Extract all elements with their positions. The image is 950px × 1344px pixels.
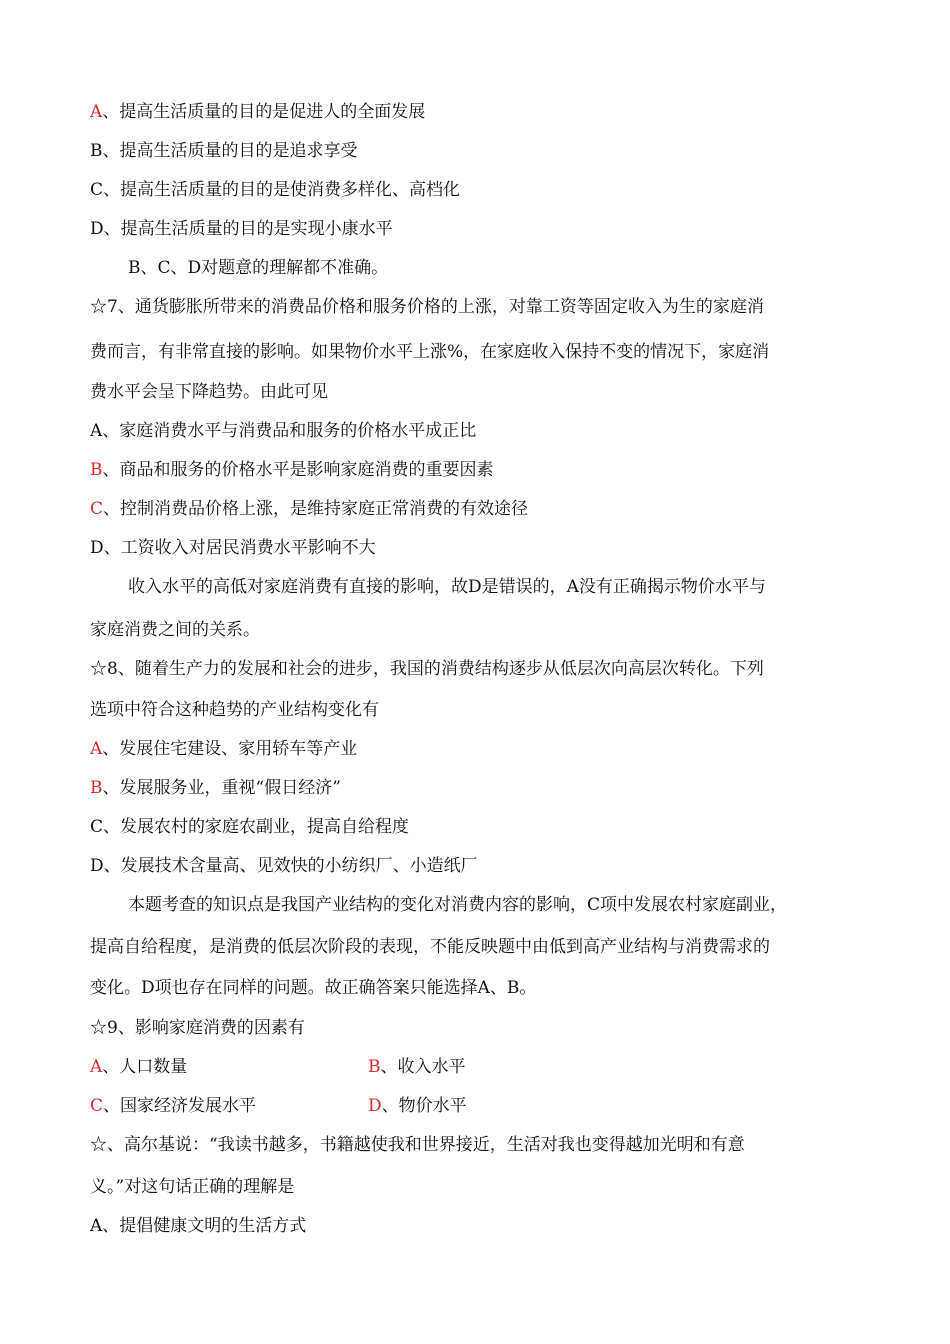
q9-options-row-2	[90, 1094, 256, 1118]
option-text: 、家庭消费水平与消费品和服务的价格水平成正比	[102, 421, 477, 441]
option-text: 、提高生活质量的目的是促进人的全面发展	[102, 102, 426, 122]
option-letter: C	[90, 499, 104, 519]
q8-question-line-1: ☆8、随着生产力的发展和社会的进步，我国的消费结构逐步从低层次向高层次转化。下列	[90, 659, 764, 679]
option-letter: D	[90, 856, 104, 876]
q8-explanation-line-3: 变化。D项也存在同样的问题。故正确答案只能选择A、B。	[90, 978, 537, 998]
q6-option-a	[90, 100, 425, 124]
option-letter: B	[90, 778, 103, 798]
q9-question: ☆9、影响家庭消费的因素有	[90, 1018, 305, 1038]
q7-question-line-3: 费水平会呈下降趋势。由此可见	[90, 382, 328, 402]
option-letter: B	[90, 460, 103, 480]
option-text: 、国家经济发展水平	[103, 1096, 257, 1116]
option-letter: A	[90, 1216, 103, 1236]
option-letter: A	[90, 739, 103, 759]
option-text: 、商品和服务的价格水平是影响家庭消费的重要因素	[102, 460, 494, 480]
option-text: 、收入水平	[380, 1057, 466, 1077]
option-text: 、发展技术含量高、见效快的小纺织厂、小造纸厂	[103, 856, 478, 876]
q6-option-b	[90, 139, 358, 163]
option-text: 、工资收入对居民消费水平影响不大	[103, 538, 376, 558]
option-letter: D	[90, 219, 104, 239]
q9-option-b	[368, 1055, 466, 1079]
option-letter: D	[368, 1096, 382, 1116]
q8-option-c	[90, 815, 409, 839]
option-text: 、提高生活质量的目的是追求享受	[102, 141, 358, 161]
option-letter: C	[90, 180, 104, 200]
q8-explanation-line-2: 提高自给程度，是消费的低层次阶段的表现，不能反映题中由低到高产业结构与消费需求的	[90, 937, 770, 957]
q8-question-line-2: 选项中符合这种趋势的产业结构变化有	[90, 700, 379, 720]
option-letter: D	[90, 538, 104, 558]
q7-question-line-2: 费而言，有非常直接的影响。如果物价水平上涨%，在家庭收入保持不变的情况下，家庭消	[90, 342, 770, 362]
q7-explanation-line-1: 收入水平的高低对家庭消费有直接的影响，故D是错误的，A没有正确揭示物价水平与	[128, 577, 766, 597]
q9-option-d	[368, 1094, 467, 1118]
q8-explanation-line-1: 本题考查的知识点是我国产业结构的变化对消费内容的影响，C项中发展农村家庭副业，	[128, 895, 788, 915]
q10-question-line-2: 义。”对这句话正确的理解是	[90, 1177, 295, 1197]
q9-options-row-1	[90, 1055, 187, 1079]
option-text: 、提高生活质量的目的是使消费多样化、高档化	[103, 180, 461, 200]
option-letter: A	[90, 421, 103, 441]
q7-option-a	[90, 419, 476, 443]
option-letter: A	[90, 1057, 103, 1077]
option-text: 、发展服务业，重视“假日经济”	[102, 778, 341, 798]
option-letter: C	[90, 1096, 104, 1116]
option-text: 、发展农村的家庭农副业，提高自给程度	[103, 817, 410, 837]
q8-option-b	[90, 776, 341, 800]
q10-option-a	[90, 1214, 306, 1238]
q7-option-b	[90, 458, 494, 482]
q7-option-d	[90, 536, 376, 560]
q6-explanation: B、C、D对题意的理解都不准确。	[128, 258, 389, 278]
q7-option-c	[90, 497, 528, 521]
option-text: 、控制消费品价格上涨，是维持家庭正常消费的有效途径	[103, 499, 529, 519]
q10-question-line-1: ☆、高尔基说：“我读书越多，书籍越使我和世界接近，生活对我也变得越加光明和有意	[90, 1135, 745, 1155]
option-text: 、提高生活质量的目的是实现小康水平	[103, 219, 393, 239]
q7-question-line-1: ☆7、通货膨胀所带来的消费品价格和服务价格的上涨，对靠工资等固定收入为生的家庭消	[90, 297, 764, 317]
option-text: 、人口数量	[102, 1057, 188, 1077]
q6-option-d	[90, 217, 393, 241]
option-letter: C	[90, 817, 104, 837]
option-text: 、物价水平	[381, 1096, 467, 1116]
option-letter: B	[368, 1057, 381, 1077]
q8-option-d	[90, 854, 478, 878]
option-letter: A	[90, 102, 103, 122]
q6-option-c	[90, 178, 460, 202]
option-text: 、发展住宅建设、家用轿车等产业	[102, 739, 358, 759]
q7-explanation-line-2: 家庭消费之间的关系。	[90, 620, 260, 640]
option-text: 、提倡健康文明的生活方式	[102, 1216, 307, 1236]
option-letter: B	[90, 141, 103, 161]
q8-option-a	[90, 737, 357, 761]
